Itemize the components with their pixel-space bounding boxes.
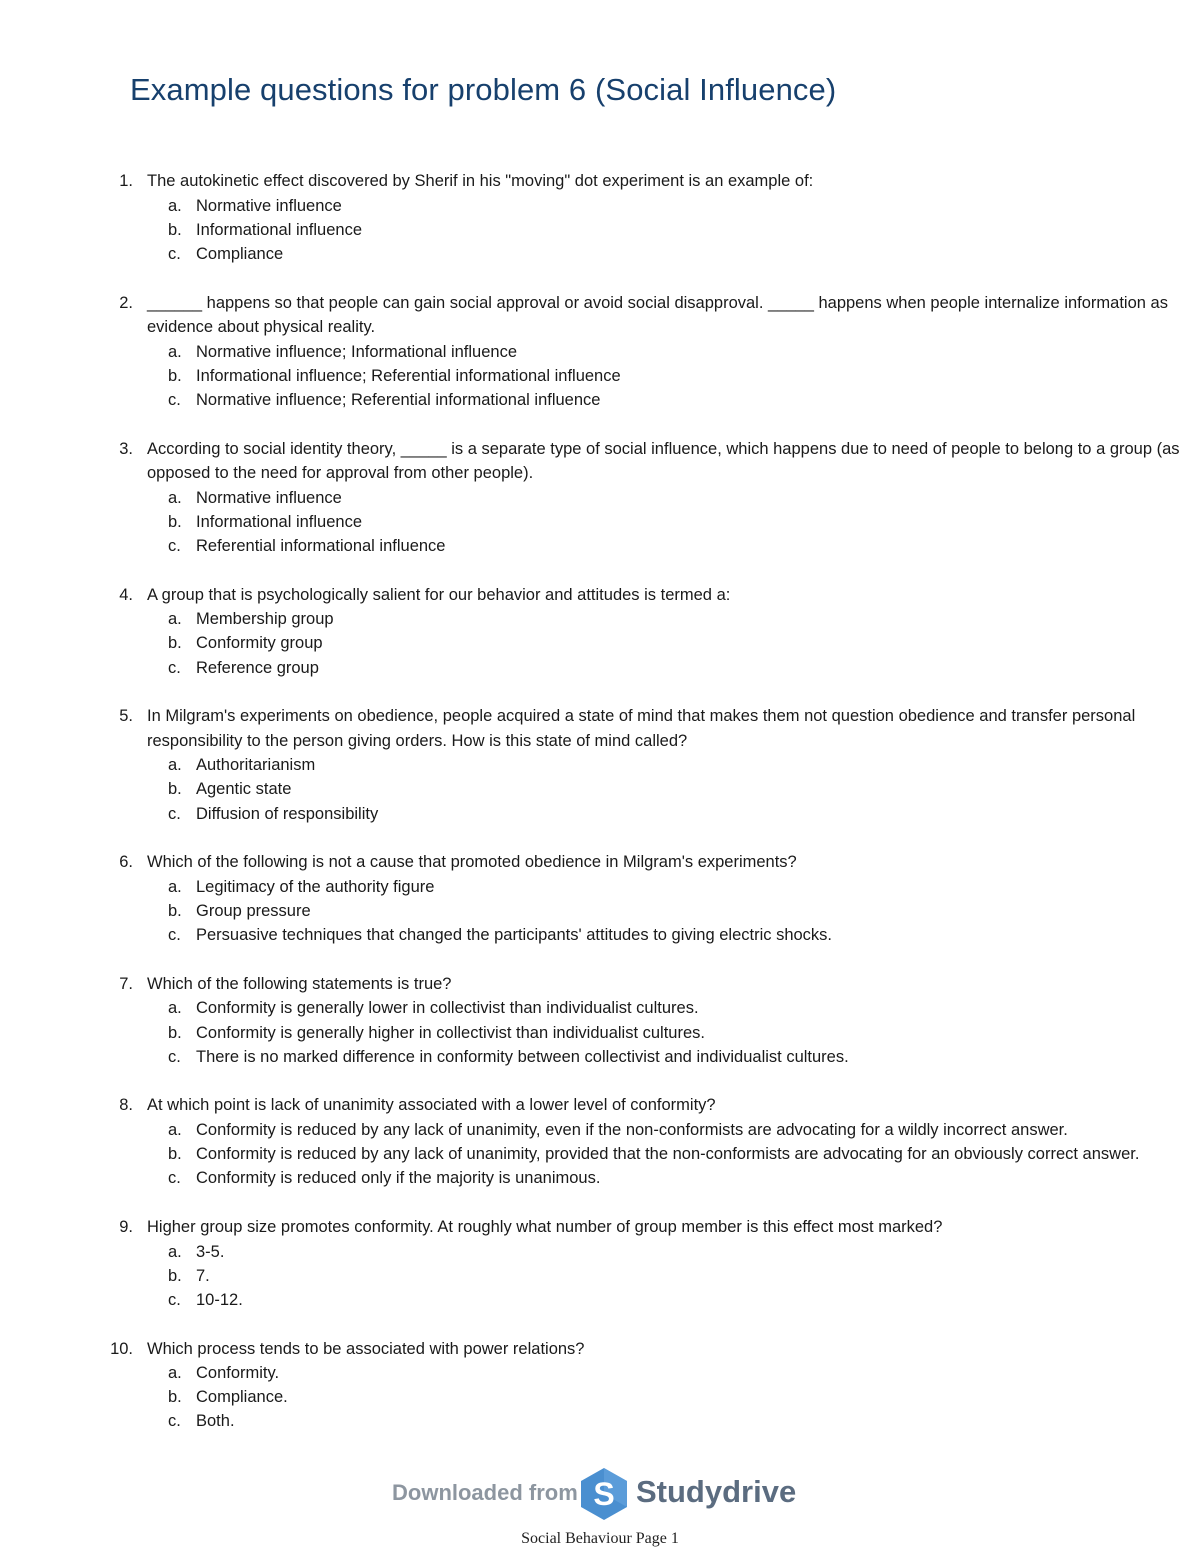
answer-option [0,364,1200,388]
option-letter: c. [168,1290,181,1309]
option-text: There is no marked difference in conformity between collectivist and individualist cultures. [196,1047,849,1066]
option-text: Informational influence [196,512,363,531]
option-text: Normative influence [196,196,342,215]
option-letter: b. [168,1023,182,1042]
answer-option [0,607,1200,631]
option-text: 3-5. [196,1242,225,1261]
option-letter: a. [168,342,182,361]
answer-option [0,1264,1200,1288]
option-text: Conformity is generally lower in collectivist than individualist cultures. [196,999,699,1018]
question-number: 4. [119,585,133,604]
option-text: Both. [196,1412,235,1431]
option-text: Agentic state [196,780,292,799]
option-text: Compliance. [196,1388,288,1407]
question-list [0,169,1200,1458]
answer-option [0,340,1200,364]
option-letter: b. [168,366,182,385]
question-text: Higher group size promotes conformity. At roughly what number of group member is this effect most marked? [147,1218,943,1237]
option-letter: b. [168,1388,182,1407]
question-item [0,704,1200,826]
option-letter: b. [168,902,182,920]
question-number: 10. [110,1339,133,1358]
option-text: Conformity. [196,1364,280,1383]
answer-option [0,218,1200,242]
option-text: Conformity is reduced by any lack of unanimity, provided that the non-conformists are advocating for an obviously correct answer. [196,1145,1140,1164]
question-number: 5. [119,707,133,726]
option-letter: a. [168,196,182,215]
question-item [0,583,1200,680]
question-number: 9. [119,1218,133,1237]
question-text: The autokinetic effect discovered by Sherif in his "moving" dot experiment is an example of: [147,172,814,190]
downloaded-from-label: Downloaded from [392,1480,578,1505]
option-text: Referential informational influence [196,537,446,555]
answer-option [0,631,1200,655]
option-text: Conformity is reduced only if the majority is unanimous. [196,1169,601,1188]
answer-option [0,777,1200,801]
option-text: Conformity group [196,634,323,653]
option-letter: a. [168,610,182,629]
question-item [0,972,1200,1069]
question-text: According to social identity theory, _____ is a separate type of social influence, which happens due to need of people to belong to a group (as opposed to the need for approval from other people). [147,439,1180,483]
studydrive-brand: Studydrive [636,1474,797,1509]
question-item [0,850,1200,947]
answer-option [0,656,1200,680]
question-number: 7. [119,974,133,993]
option-text: Authoritarianism [196,756,316,775]
option-text: Reference group [196,658,319,677]
option-letter: b. [168,780,182,799]
option-text: Compliance [196,244,284,263]
option-text: Membership group [196,610,334,629]
option-letter: a. [168,1120,182,1139]
question-text: Which of the following is not a cause that promoted obedience in Milgram's experiments? [147,853,797,872]
question-text: A group that is psychologically salient for our behavior and attitudes is termed a: [147,585,731,604]
answer-option [0,1409,1200,1433]
option-text: Normative influence; Informational influence [196,342,518,361]
answer-option [0,1045,1200,1069]
question-item [0,1215,1200,1312]
answer-option [0,899,1200,923]
question-item [0,1093,1200,1190]
option-letter: a. [168,999,182,1018]
answer-option [0,1361,1200,1385]
question-text: In Milgram's experiments on obedience, people acquired a state of mind that makes them not question obedience and transfer personal responsibility to the person giving orders. How is this state of mind called? [147,707,1136,750]
answer-option [0,1118,1200,1142]
option-letter: c. [168,658,181,677]
question-item [0,291,1200,413]
question-item [0,1337,1200,1434]
question-number: 8. [119,1096,133,1115]
option-letter: c. [168,1047,181,1066]
option-text: Group pressure [196,902,311,920]
option-letter: b. [168,634,182,653]
option-letter: b. [168,1266,182,1285]
question-text: Which of the following statements is true? [147,974,452,993]
studydrive-logo-icon [578,1466,630,1522]
option-letter: a. [168,1242,182,1261]
answer-option [0,510,1200,534]
answer-option [0,242,1200,266]
question-item [0,169,1200,266]
option-letter: c. [168,1169,181,1188]
answer-option [0,1021,1200,1045]
answer-option [0,996,1200,1020]
page-title: Example questions for problem 6 (Social Influence) [130,72,837,107]
answer-option [0,1166,1200,1190]
answer-option [0,1142,1200,1166]
option-text: 10-12. [196,1290,243,1309]
question-text: At which point is lack of unanimity associated with a lower level of conformity? [147,1096,716,1115]
option-text: Informational influence; Referential informational influence [196,366,621,385]
option-letter: c. [168,390,181,409]
option-letter: c. [168,804,181,823]
question-number: 2. [119,293,133,312]
option-text: Normative influence [196,488,342,507]
studydrive-watermark[interactable] [392,1466,822,1522]
option-letter: a. [168,488,182,507]
question-text: Which process tends to be associated with power relations? [147,1339,585,1358]
question-item [0,437,1200,559]
answer-option [0,534,1200,558]
answer-option [0,753,1200,777]
option-text: Normative influence; Referential informational influence [196,390,601,409]
option-letter: b. [168,512,182,531]
page-footer: Social Behaviour Page 1 [521,1530,679,1547]
option-letter: c. [168,244,181,263]
option-text: Conformity is reduced by any lack of unanimity, even if the non-conformists are advocating for a wildly incorrect answer. [196,1120,1068,1139]
option-text: 7. [196,1266,210,1285]
question-text: ______ happens so that people can gain social approval or avoid social disapproval. _____ happens when people internalize information as evidence about physical reality. [147,293,1168,337]
answer-option [0,1385,1200,1409]
option-text: Conformity is generally higher in collectivist than individualist cultures. [196,1023,705,1042]
answer-option [0,1240,1200,1264]
answer-option [0,802,1200,826]
option-text: Legitimacy of the authority figure [196,877,435,896]
question-number: 3. [119,439,133,458]
question-number: 1. [119,172,133,190]
option-letter: a. [168,877,182,896]
option-text: Informational influence [196,220,363,239]
option-letter: c. [168,926,181,945]
option-letter: c. [168,537,181,555]
answer-option [0,923,1200,947]
option-letter: b. [168,220,182,239]
logo-letter: S [593,1476,615,1512]
option-letter: a. [168,1364,182,1383]
question-number: 6. [119,853,133,872]
option-letter: c. [168,1412,181,1431]
option-text: Diffusion of responsibility [196,804,379,823]
option-letter: a. [168,756,182,775]
answer-option [0,875,1200,899]
option-letter: b. [168,1145,182,1164]
option-text: Persuasive techniques that changed the participants' attitudes to giving electric shocks. [196,926,833,945]
answer-option [0,1288,1200,1312]
answer-option [0,194,1200,218]
answer-option [0,388,1200,412]
answer-option [0,486,1200,510]
